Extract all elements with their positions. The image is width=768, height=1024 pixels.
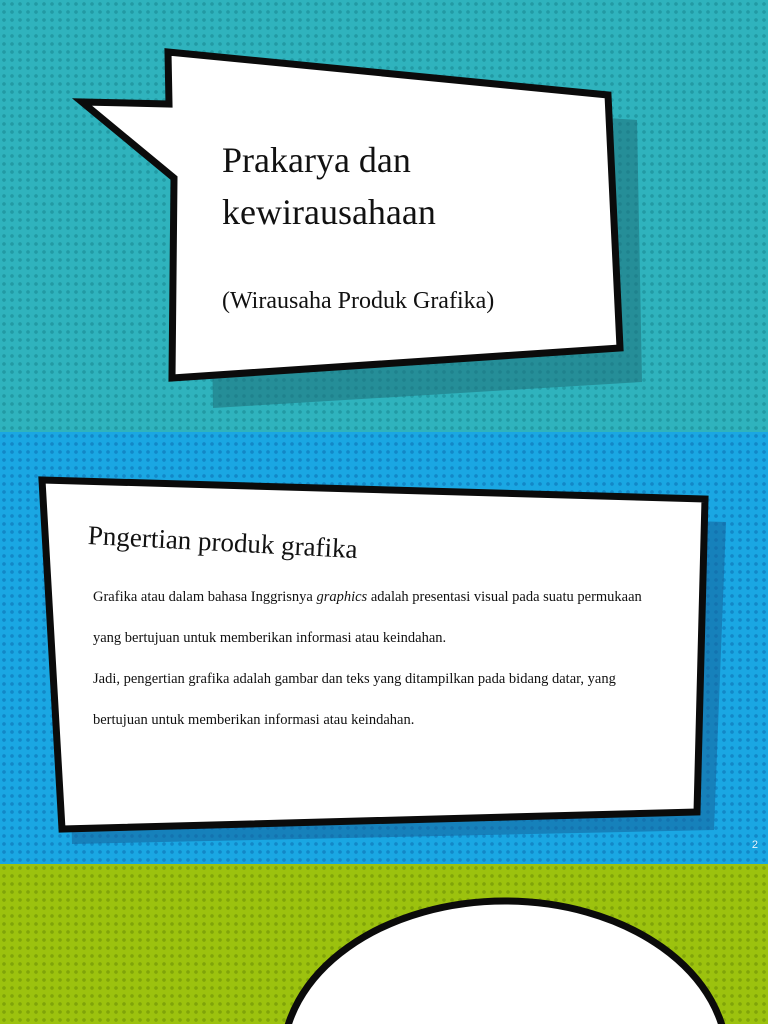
content-heading: Pngertian produk grafika bbox=[87, 520, 359, 565]
slide-title: Prakarya dan kewirausahaan bbox=[222, 140, 436, 232]
oval-bubble-shape bbox=[0, 864, 768, 1024]
page-number: 2 bbox=[751, 839, 758, 851]
slide-2 bbox=[0, 432, 768, 864]
paragraph-2: Jadi, pengertian grafika adalah gambar dan teks yang ditampilkan pada bidang datar, yang bertujuan untuk memberikan informasi atau keindahan. bbox=[93, 671, 616, 728]
slide-subtitle: (Wirausaha Produk Grafika) bbox=[222, 288, 495, 314]
slide-1 bbox=[0, 0, 768, 432]
content-body bbox=[93, 577, 653, 741]
paragraph-1: Grafika atau dalam bahasa Inggrisnya graphics adalah presentasi visual pada suatu permukaan yang bertujuan untuk memberikan informasi atau keindahan. bbox=[93, 589, 642, 646]
slide-3 bbox=[0, 864, 768, 1024]
